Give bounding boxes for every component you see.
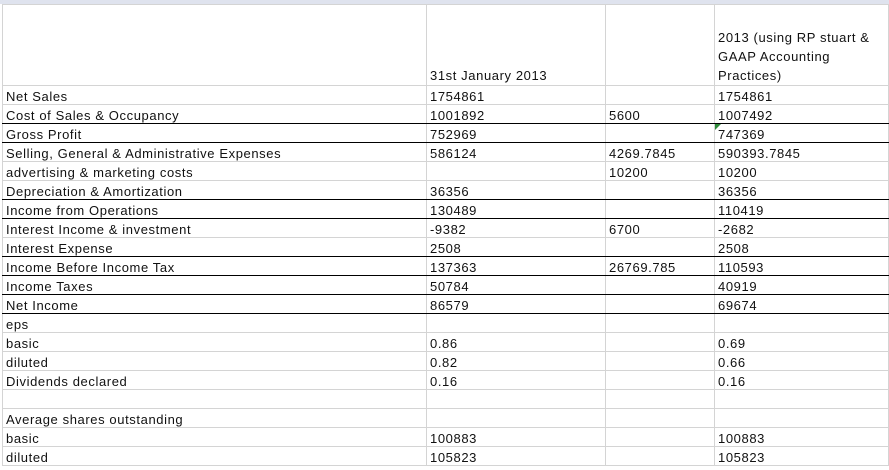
table-row xyxy=(3,409,889,428)
value-cell-adjustment[interactable] xyxy=(606,295,715,314)
table-row xyxy=(3,86,889,105)
row-label-cell[interactable]: basic xyxy=(3,333,427,352)
value-cell-jan-2013[interactable]: 752969 xyxy=(427,124,606,143)
value-cell-jan-2013[interactable] xyxy=(427,162,606,181)
value-cell-gaap-2013[interactable]: 2508 xyxy=(715,238,889,257)
value-cell-jan-2013[interactable]: 0.16 xyxy=(427,371,606,390)
row-label-cell[interactable]: Income from Operations xyxy=(3,200,427,219)
value-cell-adjustment[interactable]: 5600 xyxy=(606,105,715,124)
table-row xyxy=(3,219,889,238)
value-cell-gaap-2013[interactable]: 10200 xyxy=(715,162,889,181)
row-label-cell[interactable]: eps xyxy=(3,314,427,333)
value-cell-gaap-2013[interactable]: 40919 xyxy=(715,276,889,295)
table-row xyxy=(3,162,889,181)
row-label-cell[interactable]: Interest Expense xyxy=(3,238,427,257)
header-cell-gaap-2013[interactable]: 2013 (using RP stuart & GAAP Accounting Practices) xyxy=(715,5,889,86)
row-label-cell[interactable]: Income Taxes xyxy=(3,276,427,295)
value-cell-adjustment[interactable] xyxy=(606,352,715,371)
value-cell-gaap-2013[interactable]: 1754861 xyxy=(715,86,889,105)
table-row xyxy=(3,371,889,390)
table-row xyxy=(3,276,889,295)
value-cell-adjustment[interactable] xyxy=(606,181,715,200)
financial-table xyxy=(2,4,889,466)
row-label-cell[interactable]: Depreciation & Amortization xyxy=(3,181,427,200)
row-label-cell[interactable]: Average shares outstanding xyxy=(3,409,427,428)
value-cell-adjustment[interactable]: 6700 xyxy=(606,219,715,238)
table-row xyxy=(3,352,889,371)
table-row xyxy=(3,143,889,162)
value-cell-gaap-2013[interactable] xyxy=(715,409,889,428)
value-cell-gaap-2013[interactable] xyxy=(715,390,889,409)
value-cell-gaap-2013[interactable]: 110593 xyxy=(715,257,889,276)
value-cell-jan-2013[interactable]: 86579 xyxy=(427,295,606,314)
value-cell-gaap-2013[interactable]: 105823 xyxy=(715,447,889,466)
table-row xyxy=(3,124,889,143)
value-cell-jan-2013[interactable]: 137363 xyxy=(427,257,606,276)
value-cell-jan-2013[interactable]: 1754861 xyxy=(427,86,606,105)
row-label-cell[interactable]: advertising & marketing costs xyxy=(3,162,427,181)
row-label-cell[interactable]: Income Before Income Tax xyxy=(3,257,427,276)
header-cell-adjustment[interactable] xyxy=(606,5,715,86)
value-cell-jan-2013[interactable] xyxy=(427,390,606,409)
value-cell-jan-2013[interactable]: 0.82 xyxy=(427,352,606,371)
row-label-cell[interactable]: Interest Income & investment xyxy=(3,219,427,238)
header-row xyxy=(3,5,889,86)
row-label-cell[interactable]: Selling, General & Administrative Expenses xyxy=(3,143,427,162)
value-cell-jan-2013[interactable]: 0.86 xyxy=(427,333,606,352)
value-cell-gaap-2013[interactable]: -2682 xyxy=(715,219,889,238)
header-cell-jan-2013[interactable]: 31st January 2013 xyxy=(427,5,606,86)
row-label-cell[interactable]: basic xyxy=(3,428,427,447)
value-cell-adjustment[interactable] xyxy=(606,200,715,219)
row-label-cell[interactable] xyxy=(3,390,427,409)
value-cell-adjustment[interactable] xyxy=(606,371,715,390)
table-row xyxy=(3,105,889,124)
value-cell-adjustment[interactable] xyxy=(606,276,715,295)
value-cell-jan-2013[interactable]: 2508 xyxy=(427,238,606,257)
row-label-cell[interactable]: diluted xyxy=(3,352,427,371)
row-label-cell[interactable]: Dividends declared xyxy=(3,371,427,390)
value-cell-adjustment[interactable] xyxy=(606,333,715,352)
value-cell-jan-2013[interactable]: 586124 xyxy=(427,143,606,162)
table-row xyxy=(3,333,889,352)
value-cell-jan-2013[interactable]: 130489 xyxy=(427,200,606,219)
value-cell-gaap-2013[interactable]: 747369 xyxy=(715,124,889,143)
value-cell-gaap-2013[interactable]: 100883 xyxy=(715,428,889,447)
value-cell-gaap-2013[interactable] xyxy=(715,314,889,333)
value-cell-jan-2013[interactable]: 36356 xyxy=(427,181,606,200)
value-cell-adjustment[interactable]: 10200 xyxy=(606,162,715,181)
table-row xyxy=(3,181,889,200)
value-cell-jan-2013[interactable]: 50784 xyxy=(427,276,606,295)
value-cell-jan-2013[interactable] xyxy=(427,409,606,428)
row-label-cell[interactable]: Cost of Sales & Occupancy xyxy=(3,105,427,124)
value-cell-adjustment[interactable] xyxy=(606,390,715,409)
value-cell-gaap-2013[interactable]: 110419 xyxy=(715,200,889,219)
table-row xyxy=(3,390,889,409)
value-cell-adjustment[interactable] xyxy=(606,314,715,333)
value-cell-adjustment[interactable] xyxy=(606,428,715,447)
table-row xyxy=(3,428,889,447)
row-label-cell[interactable]: Net Income xyxy=(3,295,427,314)
table-row xyxy=(3,314,889,333)
value-cell-gaap-2013[interactable]: 0.16 xyxy=(715,371,889,390)
value-cell-gaap-2013[interactable]: 0.69 xyxy=(715,333,889,352)
value-cell-gaap-2013[interactable]: 1007492 xyxy=(715,105,889,124)
value-cell-jan-2013[interactable]: 100883 xyxy=(427,428,606,447)
value-cell-adjustment[interactable] xyxy=(606,409,715,428)
value-cell-gaap-2013[interactable]: 590393.7845 xyxy=(715,143,889,162)
header-cell-label[interactable] xyxy=(3,5,427,86)
value-cell-jan-2013[interactable]: -9382 xyxy=(427,219,606,238)
table-row xyxy=(3,238,889,257)
value-cell-adjustment[interactable]: 26769.785 xyxy=(606,257,715,276)
value-cell-adjustment[interactable]: 4269.7845 xyxy=(606,143,715,162)
value-cell-jan-2013[interactable] xyxy=(427,314,606,333)
value-cell-gaap-2013[interactable]: 0.66 xyxy=(715,352,889,371)
value-cell-gaap-2013[interactable]: 69674 xyxy=(715,295,889,314)
table-row xyxy=(3,200,889,219)
value-cell-adjustment[interactable] xyxy=(606,124,715,143)
row-label-cell[interactable]: diluted xyxy=(3,447,427,466)
value-cell-jan-2013[interactable]: 1001892 xyxy=(427,105,606,124)
table-row xyxy=(3,295,889,314)
value-cell-jan-2013[interactable]: 105823 xyxy=(427,447,606,466)
row-label-cell[interactable]: Net Sales xyxy=(3,86,427,105)
table-row xyxy=(3,257,889,276)
value-cell-adjustment[interactable] xyxy=(606,86,715,105)
row-label-cell[interactable]: Gross Profit xyxy=(3,124,427,143)
value-cell-adjustment[interactable] xyxy=(606,447,715,466)
value-cell-adjustment[interactable] xyxy=(606,238,715,257)
value-cell-gaap-2013[interactable]: 36356 xyxy=(715,181,889,200)
table-row xyxy=(3,447,889,466)
